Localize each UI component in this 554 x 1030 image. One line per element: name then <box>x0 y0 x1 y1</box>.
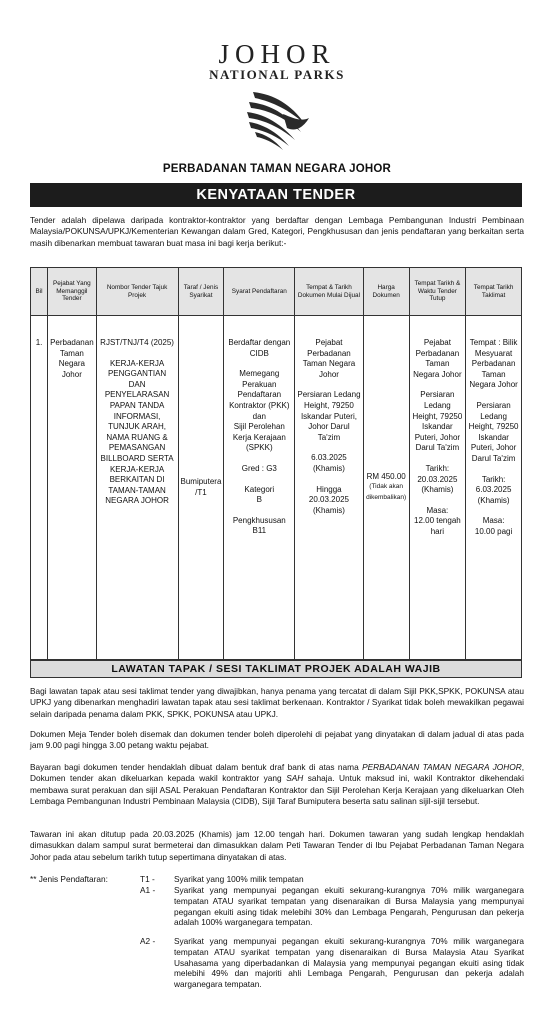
cell-tempat-tutup <box>409 316 466 660</box>
bayaran-payee: PERBADANAN TAMAN NEGARA JOHOR <box>362 762 522 772</box>
lawatan-paragraph: Bagi lawatan tapak atau sesi taklimat tender yang diwajibkan, hanya penama yang tercatat di dalam Sijil PKK,SPKK, POKUNSA atau UPKJ yang dibenarkan menghadiri lawatan tapak atau sesi taklimat berkenaan. Kontraktor / Syarikat tidak boleh mewakilkan pegawai selain daripada penama dalam PKK, SPKK, POKUNSA atau UPKJ. <box>30 686 524 719</box>
bird-emblem-icon <box>243 84 313 154</box>
tutup-address: Persiaran Ledang Height, 79250 Iskandar Puteri, Johor Darul Ta'zim <box>412 390 463 453</box>
syarat-spkk: Sijil Perolehan Kerja Kerajaan (SPKK) <box>232 422 286 453</box>
jenis-text: Syarikat yang 100% milik tempatan <box>174 874 304 884</box>
cell-tempat-dokumen <box>295 316 364 660</box>
syarat-pengkhususan-value: B11 <box>252 526 267 536</box>
cell-bil: 1. <box>31 316 48 660</box>
header-pejabat: Pejabat Yang Memanggil Tender <box>48 268 97 316</box>
organization-name: PERBADANAN TAMAN NEGARA JOHOR <box>162 163 392 175</box>
tutup-place: Pejabat Perbadanan Taman Negara Johor <box>413 338 462 379</box>
taraf-value: Bumiputera /T1 <box>180 476 222 497</box>
tawaran-paragraph: Tawaran ini akan ditutup pada 20.03.2025 (Khamis) jam 12.00 tengah hari. Dokumen tawaran yang sudah lengkap hendaklah dimasukkan dalam sampul surat bermeterai dan dimasukkan dalam Peti Tawaran Tender di Ibu Pejabat Perbadanan Taman Negara Johor pada atau sebelum tarikh tutup sepertimana dinyatakan di atas. <box>30 829 524 862</box>
header-taklimat: Tempat Tarikh Taklimat <box>466 268 522 316</box>
harga-note: (Tidak akan dikembalikan) <box>366 483 407 501</box>
logo-subtitle: NATIONAL PARKS <box>209 67 345 82</box>
harga-value: RM 450.00 <box>366 471 406 481</box>
project-title: KERJA-KERJA PENGGANTIAN DAN PENYELARASAN PAPAN TANDA INFORMASI, TUNJUK ARAH, NAMA RUANG & PEMASANGAN BILLBOARD SERTA KERJA-KERJA BERKAITAN DI TAMAN-TAMAN NEGARA JOHOR <box>100 358 174 506</box>
jenis-code: A1 - <box>140 885 156 895</box>
tender-number: RJST/TNJ/T4 (2025) <box>100 338 174 347</box>
tender-table <box>30 267 522 660</box>
bayaran-text-3: sahaja. Untuk maksud ini, wakil Kontraktor dikehendaki membawa surat perakuan dan sijil ASAL Perakuan Pendaftaran Kontraktor dan Sijil Perolehan Kerja Kerajaan yang dikeluarkan Oleh Lembaga Pembangunan Industri Pembinaan Malaysia (CIDB), Sijil Taraf Bumiputera beserta satu salinan sijil-sijil tersebut. <box>30 773 524 807</box>
syarat-kategori-label: Kategori <box>244 484 275 494</box>
syarat-pkk: Memegang Perakuan Pendaftaran Kontraktor (PKK) dan <box>229 369 290 421</box>
cell-pejabat: Perbadanan Taman Negara Johor <box>48 316 97 660</box>
table-row <box>31 316 522 660</box>
tutup-time-label: Masa: <box>426 505 449 515</box>
jenis-label: ** Jenis Pendaftaran: <box>30 874 108 884</box>
header-tempat-tutup: Tempat Tarikh & Waktu Tender Tutup <box>409 268 466 316</box>
jenis-text: Syarikat yang mempunyai pegangan ekuiti sekurang-kurangnya 70% milik warganegara tempatan ATAU syarikat tempatan yang disenaraikan di Bursa Malaysia yang mempunyai pegangan ekuiti asing tidak melebihi 30% dan Lembaga Pengarah, Pengurusan dan pekerja adalah 100% warganegara tempatan. <box>174 885 524 928</box>
cell-taklimat <box>466 316 522 660</box>
dokumen-paragraph: Dokumen Meja Tender boleh disemak dan dokumen tender boleh diperolehi di pejabat yang dinyatakan di dalam jadual di atas pada jam 9.00 pagi hingga 3.00 petang waktu pejabat. <box>30 729 524 751</box>
bayaran-text-1: Bayaran bagi dokumen tender hendaklah dibuat dalam bentuk draf bank di atas nama <box>30 762 363 772</box>
tender-banner-title: KENYATAAN TENDER <box>30 183 522 207</box>
header-tempat-dokumen: Tempat & Tarikh Dokumen Mulai Dijual <box>295 268 364 316</box>
taklimat-date-label: Tarikh: <box>481 474 506 484</box>
table-header-row <box>31 268 522 316</box>
intro-paragraph: Tender adalah dipelawa daripada kontraktor-kontraktor yang berdaftar dengan Lembaga Pembangunan Industri Pembinaan Malaysia/POKUNSA/UPKJ/Kementerian Kewangan dalam Gred, Kategori, Pengkhususan dan jenis pendaftaran yang berkaitan serta masih dibenarkan membuat tawaran buat masa ini bagi kerja berikut:- <box>30 215 524 248</box>
doc-place: Pejabat Perbadanan Taman Negara Johor <box>302 338 356 379</box>
lawatan-banner: LAWATAN TAPAK / SESI TAKLIMAT PROJEK ADALAH WAJIB <box>30 660 522 678</box>
syarat-gred: Gred : G3 <box>241 463 277 473</box>
taklimat-address: Persiaran Ledang Height, 79250 Iskandar Puteri, Johor Darul Ta'zim <box>468 400 519 463</box>
header-taraf: Taraf / Jenis Syarikat <box>178 268 224 316</box>
doc-address: Persiaran Ledang Height, 79250 Iskandar Puteri, Johor Darul Ta'zim <box>297 390 361 442</box>
doc-until-label: Hingga <box>316 484 342 494</box>
jenis-text: Syarikat yang mempunyai pegangan ekuiti sekurang-kurangnya 70% milik warganegara tempatan ATAU syarikat tempatan yang disenaraikan di Bursa Malaysia Atau Syarikat Usahasama yang diperbadankan di Malaysia yang mempunyai pegangan ekuiti asing tidak melebihi 49% dan majoriti ahli Lembaga Pengarah, Pengurusan dan pekerja adalah warganegara tempatan. <box>174 936 524 990</box>
johor-national-parks-logo <box>0 40 554 82</box>
tutup-date: 20.03.2025 (Khamis) <box>417 474 458 495</box>
header-syarat: Syarat Pendaftaran <box>224 268 295 316</box>
cell-nombor-tender <box>96 316 178 660</box>
cell-syarat <box>224 316 295 660</box>
cell-taraf <box>178 316 224 660</box>
syarat-cidb: Berdaftar dengan CIDB <box>228 338 291 358</box>
jenis-code: T1 - <box>140 874 155 884</box>
bayaran-sah: SAH <box>286 773 304 784</box>
bayaran-text-2: , Dokumen tender akan dikeluarkan kepada wakil kontraktor yang <box>30 762 524 784</box>
doc-date: 6.03.2025 (Khamis) <box>311 453 347 473</box>
tutup-time: 12.00 tengah hari <box>414 516 461 536</box>
header-nombor-tender: Nombor Tender Tajuk Projek <box>96 268 178 316</box>
taklimat-date: 6.03.2025 (Khamis) <box>475 485 512 505</box>
syarat-kategori-value: B <box>256 495 262 505</box>
syarat-pengkhususan-label: Pengkhususan <box>232 515 286 525</box>
jenis-code: A2 - <box>140 936 156 946</box>
bayaran-paragraph <box>30 762 524 808</box>
header-bil: Bil <box>31 268 48 316</box>
taklimat-place: Tempat : Bilik Mesyuarat Perbadanan Taman Negara Johor <box>469 338 518 390</box>
taklimat-time-label: Masa: <box>482 516 505 526</box>
logo-title: JOHOR <box>218 39 336 69</box>
tutup-date-label: Tarikh: <box>425 463 450 473</box>
taklimat-time: 10.00 pagi <box>474 526 513 536</box>
doc-until-date: 20.03.2025 (Khamis) <box>308 495 349 515</box>
header-harga: Harga Dokumen <box>363 268 409 316</box>
cell-harga <box>363 316 409 660</box>
